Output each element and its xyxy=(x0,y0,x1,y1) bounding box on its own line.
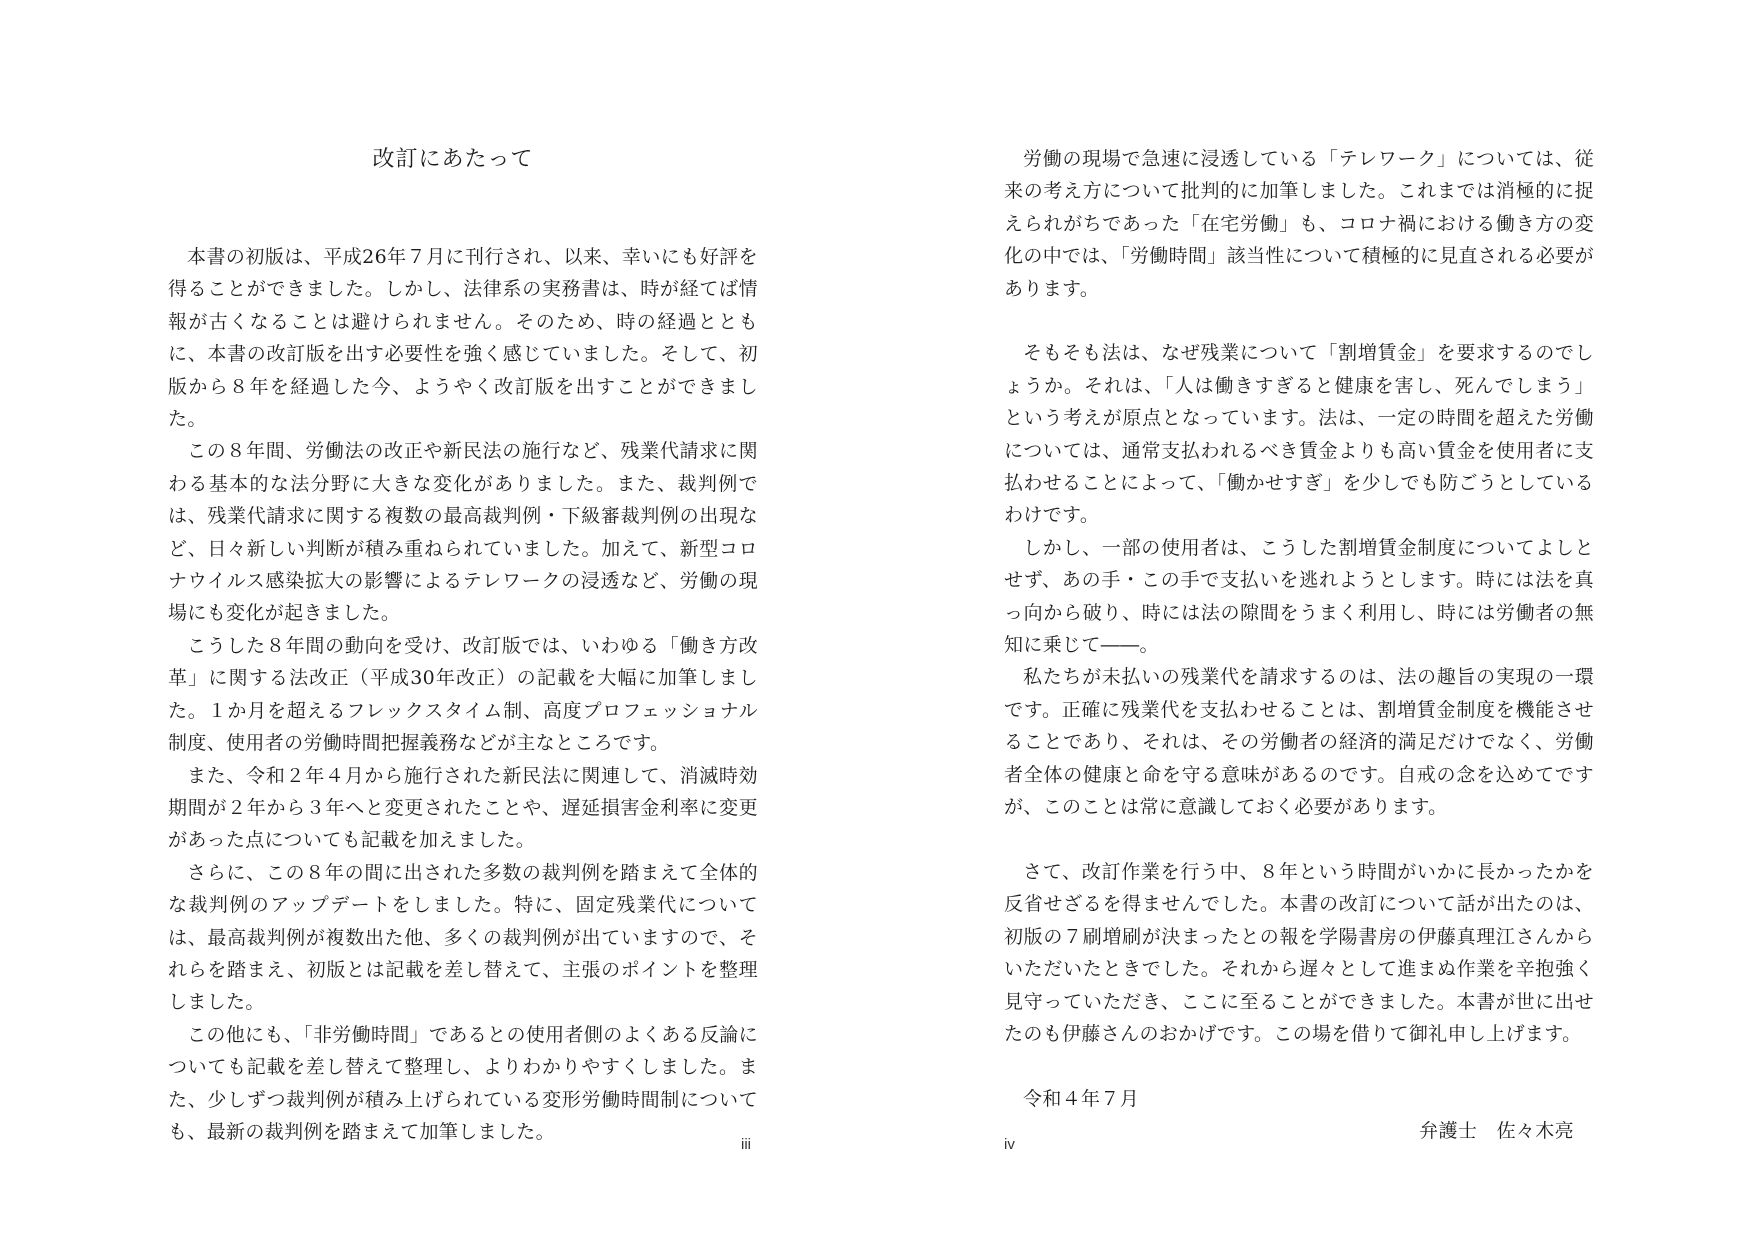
date-line: 令和４年７月 xyxy=(1023,1087,1140,1110)
paragraph: さらに、この８年の間に出された多数の裁判例を踏まえて全体的な裁判例のアップデートをしました。特に、固定残業代については、最高裁判例が複数出た他、多くの裁判例が出ていますので、それらを踏まえ、初版とは記載を差し替えて、主張のポイントを整理しました。 xyxy=(168,861,758,1014)
paragraph: また、令和２年４月から施行された新民法に関連して、消滅時効期間が２年から３年へと変更されたことや、遅延損害金利率に変更があった点についても記載を加えました。 xyxy=(168,764,758,852)
page-number: iv xyxy=(1004,1136,1015,1153)
left-body-text xyxy=(168,241,758,1148)
paragraph: こうした８年間の動向を受け、改訂版では、いわゆる「働き方改革」に関する法改正（平成30年改正）の記載を大幅に加筆しました。１か月を超えるフレックスタイム制、高度プロフェッショナル制度、使用者の労働時間把握義務などが主なところです。 xyxy=(168,634,758,755)
paragraph: この８年間、労働法の改正や新民法の施行など、残業代請求に関わる基本的な法分野に大きな変化がありました。また、裁判例では、残業代請求に関する複数の最高裁判例・下級審裁判例の出現など、日々新しい判断が積み重ねられていました。加えて、新型コロナウイルス感染拡大の影響によるテレワークの浸透など、労働の現場にも変化が起きました。 xyxy=(168,440,758,625)
paragraph: 労働の現場で急速に浸透している「テレワーク」については、従来の考え方について批判的に加筆しました。これまでは消極的に捉えられがちであった「在宅労働」も、コロナ禍における働き方の変化の中では、「労働時間」該当性について積極的に見直される必要があります。 xyxy=(1004,148,1594,300)
page-title: 改訂にあたって xyxy=(372,147,534,172)
paragraph: さて、改訂作業を行う中、８年という時間がいかに長かったかを反省せざるを得ませんでした。本書の改訂について話が出たのは、初版の７刷増刷が決まったとの報を学陽書房の伊藤真理江さんからいただいたときでした。それから遅々として進まぬ作業を辛抱強く見守っていただき、ここに至ることができました。本書が世に出せたのも伊藤さんのおかげです。この場を借りて御礼申し上げます。 xyxy=(1004,860,1594,1045)
paragraph: 私たちが未払いの残業代を請求するのは、法の趣旨の実現の一環です。正確に残業代を支払わせることは、割増賃金制度を機能させることであり、それは、その労働者の経済的満足だけでなく、労働者全体の健康と命を守る意味があるのです。自戒の念を込めてですが、このことは常に意識しておく必要があります。 xyxy=(1004,666,1594,819)
paragraph-gap xyxy=(1004,824,1594,856)
author-signature: 弁護士 佐々木亮 xyxy=(1419,1120,1574,1143)
page-number: iii xyxy=(741,1136,751,1153)
paragraph: しかし、一部の使用者は、こうした割増賃金制度についてよしとせず、あの手・この手で支払いを逃れようとします。時には法を真っ向から破り、時には法の隙間をうまく利用し、時には労働者の無知に乗じて――。 xyxy=(1004,536,1594,657)
right-body-text xyxy=(1004,143,1594,1148)
left-page xyxy=(0,0,877,1240)
paragraph: そもそも法は、なぜ残業について「割増賃金」を要求するのでしょうか。それは、「人は働きすぎると健康を害し、死んでしまう」という考えが原点となっています。法は、一定の時間を超えた労働については、通常支払われるべき賃金よりも高い賃金を使用者に支払わせることによって、「働かせすぎ」を少しでも防ごうとしているわけです。 xyxy=(1004,342,1594,527)
paragraph-gap xyxy=(1004,1050,1594,1082)
paragraph-gap xyxy=(1004,305,1594,337)
paragraph: 本書の初版は、平成26年７月に刊行され、以来、幸いにも好評を得ることができました。しかし、法律系の実務書は、時が経てば情報が古くなることは避けられません。そのため、時の経過とともに、本書の改訂版を出す必要性を強く感じていました。そして、初版から８年を経過した今、ようやく改訂版を出すことができました。 xyxy=(168,246,758,431)
right-page xyxy=(877,0,1754,1240)
paragraph: この他にも、「非労働時間」であるとの使用者側のよくある反論についても記載を差し替えて整理し、よりわかりやすくしました。また、少しずつ裁判例が積み上げられている変形労働時間制についても、最新の裁判例を踏まえて加筆しました。 xyxy=(168,1023,759,1143)
